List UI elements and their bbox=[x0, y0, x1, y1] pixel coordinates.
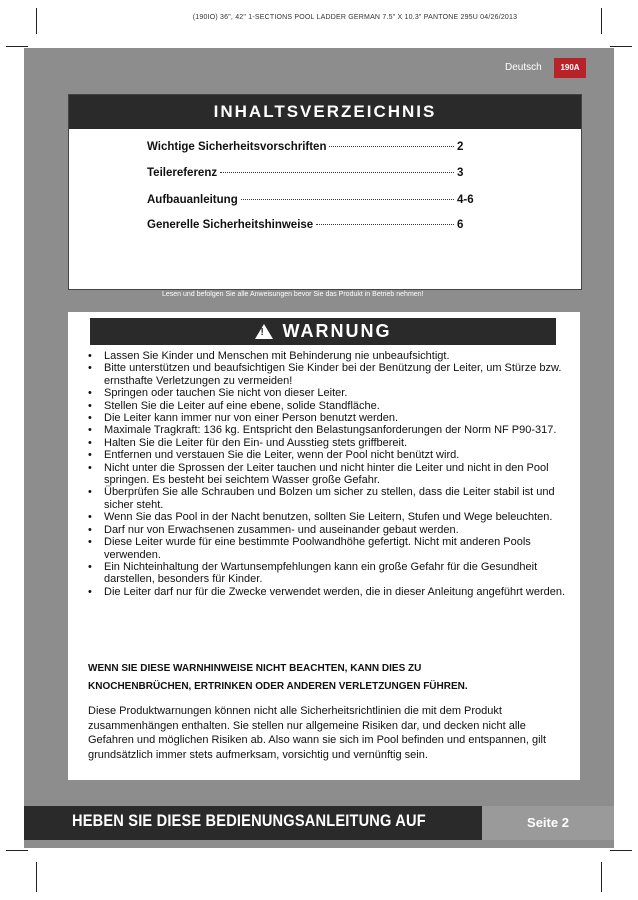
toc-leader bbox=[329, 146, 454, 147]
list-item: • Springen oder tauchen Sie nicht von dieser Leiter. bbox=[88, 387, 574, 399]
list-item: • Entfernen und verstauen Sie die Leiter, wenn der Pool nicht benützt wird. bbox=[88, 449, 574, 461]
footer-notice: HEBEN SIE DIESE BEDIENUNGSANLEITUNG AUF bbox=[72, 811, 426, 830]
warning-triangle-icon: ! bbox=[255, 324, 273, 339]
toc-item bbox=[147, 219, 487, 231]
toc-item-title: Aufbauanleitung bbox=[147, 194, 238, 206]
toc-item-page: 2 bbox=[457, 141, 464, 153]
crop-mark bbox=[6, 46, 28, 47]
toc-item-page: 3 bbox=[457, 167, 464, 179]
list-item: • Diese Leiter wurde für eine bestimmte Poolwandhöhe gefertigt. Nicht mit anderen Pools verwenden. bbox=[88, 536, 574, 561]
model-code-badge: 190A bbox=[554, 58, 586, 78]
warning-consequences-line: WENN SIE DIESE WARNHINWEISE NICHT BEACHTEN, KANN DIES ZU bbox=[88, 663, 422, 674]
footer-bar bbox=[24, 806, 614, 840]
list-item: • Lassen Sie Kinder und Menschen mit Behinderung nie unbeaufsichtigt. bbox=[88, 350, 574, 362]
list-item: • Maximale Tragkraft: 136 kg. Entspricht den Belastungsanforderungen der Norm NF P90-317. bbox=[88, 424, 574, 436]
language-label: Deutsch bbox=[505, 62, 542, 73]
toc-item-title: Wichtige Sicherheitsvorschriften bbox=[147, 141, 327, 153]
safety-subtitle: Lesen und befolgen Sie alle Anweisungen bevor Sie das Produkt in Betrieb nehmen! bbox=[162, 291, 424, 298]
warning-list bbox=[88, 350, 574, 598]
list-item: • Bitte unterstützen und beaufsichtigen Sie Kinder bei der Benützung der Leiter, um Stürze bzw. ernsthafte Verletzungen zu vermeiden! bbox=[88, 362, 574, 387]
toc-item-page: 4-6 bbox=[457, 194, 474, 206]
print-spec-header: (190IO) 36", 42" 1-SECTIONS POOL LADDER GERMAN 7.5" X 10.3" PANTONE 295U 04/26/2013 bbox=[192, 14, 518, 21]
safety-title: WICHTIGE SICHERHEITSVORSCHRIFTEN bbox=[92, 268, 480, 289]
toc-leader bbox=[316, 224, 454, 225]
list-item: • Die Leiter kann immer nur von einer Person benutzt werden. bbox=[88, 412, 574, 424]
toc-item-title: Generelle Sicherheitshinweise bbox=[147, 219, 314, 231]
crop-mark bbox=[601, 862, 602, 892]
crop-mark bbox=[601, 8, 602, 34]
warning-banner bbox=[90, 318, 556, 345]
list-item: • Die Leiter darf nur für die Zwecke verwendet werden, die in dieser Anleitung angeführt werden. bbox=[88, 586, 574, 598]
warning-section bbox=[68, 312, 580, 780]
toc-item bbox=[147, 194, 487, 206]
list-item: • Überprüfen Sie alle Schrauben und Bolzen um sicher zu stellen, dass die Leiter stabil ist und sicher steht. bbox=[88, 486, 574, 511]
list-item: • Darf nur von Erwachsenen zusammen- und auseinander gebaut werden. bbox=[88, 524, 574, 536]
warning-consequences-line: KNOCHENBRÜCHEN, ERTRINKEN ODER ANDEREN VERLETZUNGEN FÜHREN. bbox=[88, 681, 468, 692]
page-number: Seite 2 bbox=[482, 806, 614, 840]
toc-item bbox=[147, 167, 487, 179]
crop-mark bbox=[36, 8, 37, 34]
toc-leader bbox=[241, 199, 454, 200]
toc-leader bbox=[220, 172, 454, 173]
toc-item-page: 6 bbox=[457, 219, 464, 231]
list-item: • Stellen Sie die Leiter auf eine ebene, solide Standfläche. bbox=[88, 400, 574, 412]
safety-heading bbox=[92, 268, 552, 298]
crop-mark bbox=[610, 46, 632, 47]
list-item: • Nicht unter die Sprossen der Leiter tauchen und nicht hinter die Leiter und nicht in den Pool springen. Es besteht bei seichtem Wasser große Gefahr. bbox=[88, 462, 574, 487]
toc-item bbox=[147, 141, 487, 153]
toc-item-title: Teilereferenz bbox=[147, 167, 218, 179]
warning-consequences bbox=[88, 660, 568, 696]
list-item: • Wenn Sie das Pool in der Nacht benutzen, sollten Sie Leitern, Stufen und Wege beleuchten. bbox=[88, 511, 574, 523]
toc-title: INHALTSVERZEICHNIS bbox=[69, 95, 581, 129]
crop-mark bbox=[610, 850, 632, 851]
disclaimer-paragraph: Diese Produktwarnungen können nicht alle Sicherheitsrichtlinien die mit dem Produkt zusammenhängen enthalten. Sie stellen nur allgemeine Risiken dar, und decken nicht alle Gefahren und möglichen Risiken ab. Also wann sie sich im Pool befinden und entspannen, gilt grundsätzlich immer stets aufmerksam, vorsichtig und vernünftig sein. bbox=[88, 705, 547, 761]
table-of-contents bbox=[68, 94, 582, 290]
manual-page bbox=[24, 48, 614, 848]
list-item: • Halten Sie die Leiter für den Ein- und Ausstieg stets griffbereit. bbox=[88, 437, 574, 449]
crop-mark bbox=[36, 862, 37, 892]
list-item: • Ein Nichteinhaltung der Wartunsempfehlungen kann ein große Gefahr für die Gesundheit darstellen, besonders für Kinder. bbox=[88, 561, 574, 586]
warning-label: WARNUNG bbox=[282, 321, 392, 341]
crop-mark bbox=[6, 850, 28, 851]
